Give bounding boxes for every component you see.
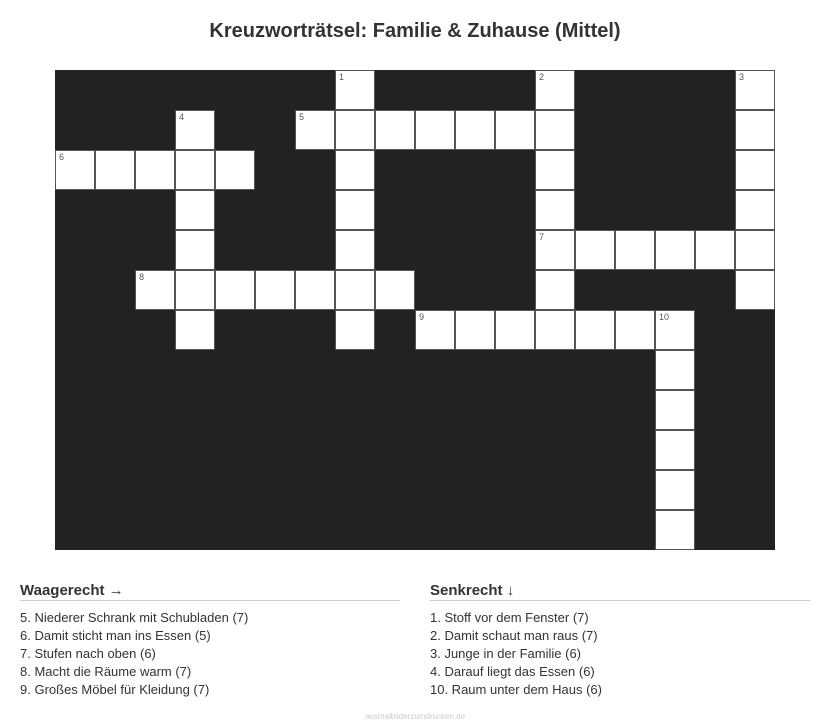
- clue-number: 9: [419, 312, 425, 322]
- crossword-cell[interactable]: [735, 270, 775, 310]
- crossword-cell[interactable]: [655, 390, 695, 430]
- down-clues-section: [430, 582, 810, 699]
- crossword-cell[interactable]: [535, 230, 575, 270]
- crossword-cell[interactable]: [655, 430, 695, 470]
- crossword-cell[interactable]: [535, 190, 575, 230]
- crossword-cell[interactable]: [215, 270, 255, 310]
- across-clues-section: [20, 582, 400, 699]
- crossword-cell[interactable]: [535, 310, 575, 350]
- crossword-cell[interactable]: [655, 510, 695, 550]
- crossword-cell[interactable]: [175, 270, 215, 310]
- crossword-cell[interactable]: [615, 230, 655, 270]
- crossword-cell[interactable]: [175, 150, 215, 190]
- crossword-cell[interactable]: [615, 310, 655, 350]
- clue-number: 10: [659, 312, 670, 322]
- down-clue: 2. Damit schaut man raus (7): [430, 628, 598, 643]
- crossword-cell[interactable]: [575, 310, 615, 350]
- crossword-cell[interactable]: [135, 150, 175, 190]
- crossword-cell[interactable]: [455, 110, 495, 150]
- crossword-cell[interactable]: [335, 190, 375, 230]
- across-clue: 6. Damit sticht man ins Essen (5): [20, 628, 211, 643]
- crossword-grid: [55, 70, 775, 550]
- crossword-cell[interactable]: [495, 310, 535, 350]
- crossword-cell[interactable]: [175, 310, 215, 350]
- footer-credit: ausmalbilderzumdrucken.de: [364, 712, 466, 721]
- crossword-cell[interactable]: [375, 110, 415, 150]
- crossword-cell[interactable]: [215, 150, 255, 190]
- crossword-cell[interactable]: [335, 270, 375, 310]
- clue-number: 6: [59, 152, 65, 162]
- down-clue: 1. Stoff vor dem Fenster (7): [430, 610, 589, 625]
- crossword-cell[interactable]: [375, 270, 415, 310]
- crossword-cell[interactable]: [655, 470, 695, 510]
- down-clue: 3. Junge in der Familie (6): [430, 646, 582, 661]
- crossword-cell[interactable]: [175, 190, 215, 230]
- crossword-cell[interactable]: [295, 270, 335, 310]
- clue-number: 5: [299, 112, 305, 122]
- clue-number: 8: [139, 272, 145, 282]
- crossword-cell[interactable]: [735, 230, 775, 270]
- crossword-cell[interactable]: [535, 150, 575, 190]
- crossword-cell[interactable]: [175, 230, 215, 270]
- crossword-cell[interactable]: [95, 150, 135, 190]
- crossword-cell[interactable]: [575, 230, 615, 270]
- crossword-cell[interactable]: [535, 70, 575, 110]
- crossword-cell[interactable]: [335, 70, 375, 110]
- crossword-cell[interactable]: [335, 310, 375, 350]
- clue-number: 2: [539, 72, 545, 82]
- clue-number: 7: [539, 232, 545, 242]
- down-heading: Senkrecht ↓: [430, 582, 810, 601]
- across-heading: Waagerecht →: [20, 582, 400, 601]
- crossword-cell[interactable]: [655, 310, 695, 350]
- crossword-cell[interactable]: [415, 110, 455, 150]
- crossword-cell[interactable]: [335, 110, 375, 150]
- crossword-cell[interactable]: [55, 150, 95, 190]
- across-clue: 7. Stufen nach oben (6): [20, 646, 156, 661]
- crossword-cell[interactable]: [735, 190, 775, 230]
- crossword-cell[interactable]: [735, 70, 775, 110]
- page-title: Kreuzworträtsel: Familie & Zuhause (Mittel): [209, 20, 621, 42]
- crossword-cell[interactable]: [535, 270, 575, 310]
- across-clue: 5. Niederer Schrank mit Schubladen (7): [20, 610, 249, 625]
- down-clue-list: [430, 609, 810, 699]
- crossword-cell[interactable]: [655, 350, 695, 390]
- across-clue: 9. Großes Möbel für Kleidung (7): [20, 682, 210, 697]
- clue-number: 4: [179, 112, 185, 122]
- crossword-cell[interactable]: [455, 310, 495, 350]
- crossword-cell[interactable]: [495, 110, 535, 150]
- down-clue: 4. Darauf liegt das Essen (6): [430, 664, 595, 679]
- crossword-cell[interactable]: [135, 270, 175, 310]
- crossword-cell[interactable]: [695, 230, 735, 270]
- crossword-cell[interactable]: [295, 110, 335, 150]
- crossword-cell[interactable]: [335, 230, 375, 270]
- crossword-cell[interactable]: [175, 110, 215, 150]
- clue-number: 3: [739, 72, 745, 82]
- clue-number: 1: [339, 72, 345, 82]
- crossword-cell[interactable]: [735, 150, 775, 190]
- crossword-cell[interactable]: [335, 150, 375, 190]
- crossword-cell[interactable]: [735, 110, 775, 150]
- crossword-cell[interactable]: [255, 270, 295, 310]
- down-clue: 10. Raum unter dem Haus (6): [430, 682, 602, 697]
- crossword-cell[interactable]: [415, 310, 455, 350]
- across-clue: 8. Macht die Räume warm (7): [20, 664, 192, 679]
- crossword-cell[interactable]: [655, 230, 695, 270]
- crossword-cell[interactable]: [535, 110, 575, 150]
- across-clue-list: [20, 609, 400, 699]
